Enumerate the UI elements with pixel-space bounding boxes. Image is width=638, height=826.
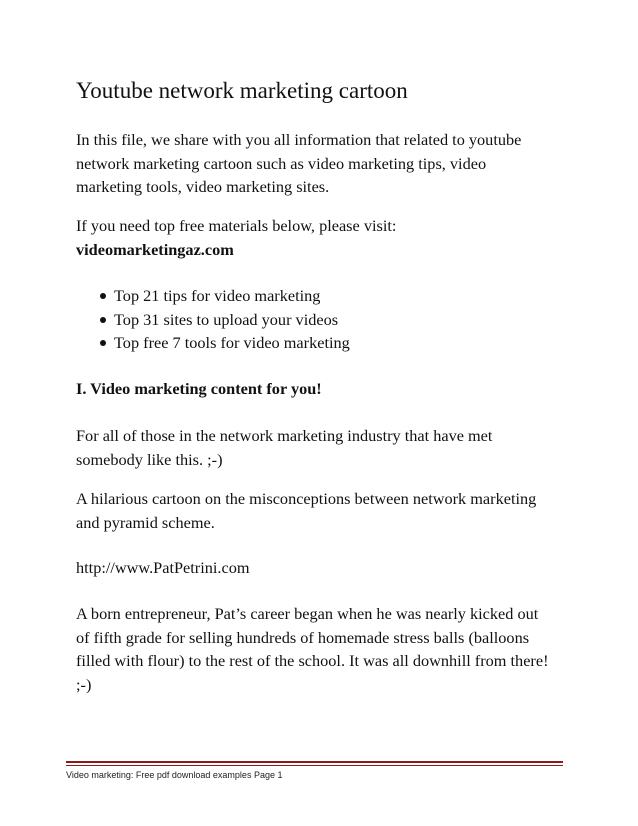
materials-list bbox=[76, 284, 350, 355]
bullet-icon bbox=[100, 317, 106, 323]
list-item-label: Top free 7 tools for video marketing bbox=[114, 333, 350, 352]
intro-line: marketing tools, video marketing sites. bbox=[76, 177, 330, 196]
footer-divider bbox=[66, 761, 563, 763]
footer-divider-thin bbox=[66, 765, 563, 766]
paragraph-1 bbox=[76, 424, 576, 471]
intro-line: network marketing cartoon such as video marketing tips, video bbox=[76, 153, 487, 173]
list-item-label: Top 31 sites to upload your videos bbox=[114, 309, 339, 329]
list-item bbox=[76, 331, 350, 355]
url-line: http://www.PatPetrini.com bbox=[76, 558, 250, 577]
page-footer: Video marketing: Free pdf download examples Page 1 bbox=[66, 770, 283, 780]
paragraph-line: A born entrepreneur, Pat’s career began when he was nearly kicked out bbox=[76, 604, 539, 623]
paragraph-line: of fifth grade for selling hundreds of homemade stress balls (balloons bbox=[76, 627, 530, 647]
paragraph-line: filled with flour) to the rest of the school. It was all downhill from there! bbox=[76, 651, 549, 670]
paragraph-line: ;-) bbox=[76, 674, 92, 694]
section-heading: I. Video marketing content for you! bbox=[76, 379, 322, 398]
paragraph-line: For all of those in the network marketing industry that have met bbox=[76, 426, 493, 445]
bullet-icon bbox=[100, 293, 106, 299]
list-item bbox=[76, 308, 350, 332]
visit-text: If you need top free materials below, please visit: bbox=[76, 216, 397, 235]
page-title: Youtube network marketing cartoon bbox=[76, 78, 408, 103]
visit-link[interactable]: videomarketingaz.com bbox=[76, 239, 234, 259]
intro-paragraph bbox=[76, 128, 576, 199]
paragraph-line: somebody like this. ;-) bbox=[76, 449, 223, 469]
bullet-icon bbox=[100, 340, 106, 346]
list-item bbox=[76, 284, 350, 308]
intro-line: In this file, we share with you all information that related to youtube bbox=[76, 130, 522, 149]
paragraph-line: A hilarious cartoon on the misconceptions between network marketing bbox=[76, 489, 537, 508]
list-item-label: Top 21 tips for video marketing bbox=[114, 286, 321, 305]
paragraph-line: and pyramid scheme. bbox=[76, 512, 215, 532]
visit-paragraph bbox=[76, 214, 576, 261]
paragraph-2 bbox=[76, 487, 576, 534]
paragraph-3 bbox=[76, 602, 576, 696]
